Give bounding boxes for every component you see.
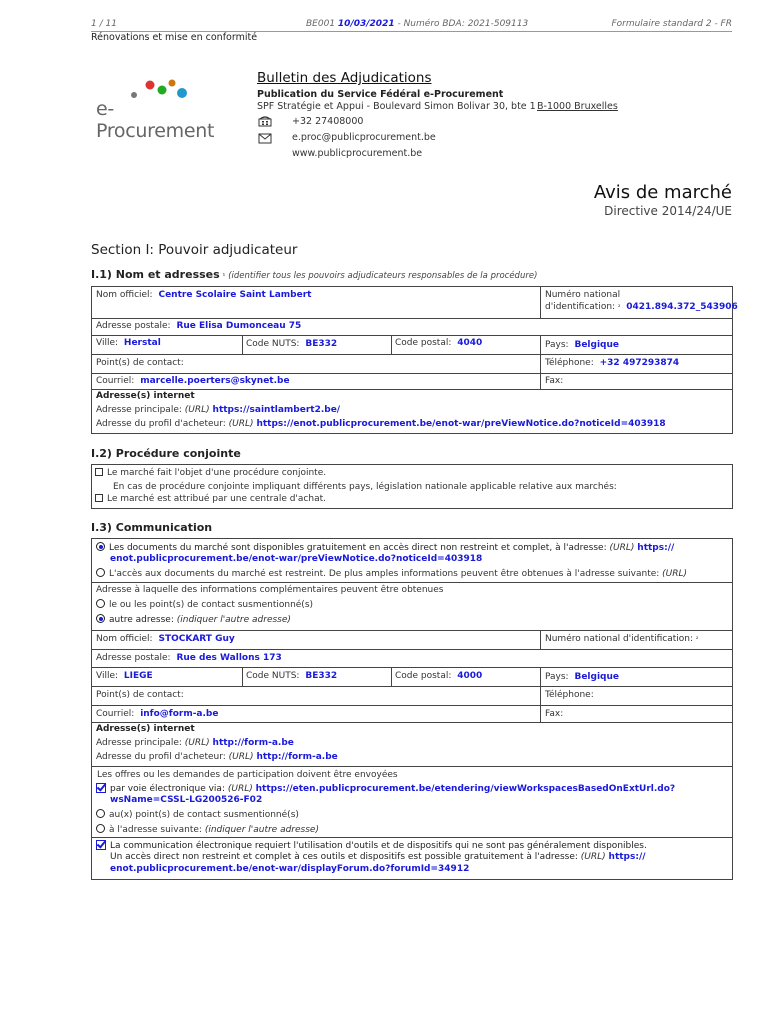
main-address-row (96, 405, 340, 415)
joint-procedure-label: Le marché fait l'objet d'une procédure conjointe. (107, 468, 327, 478)
row-divider (91, 686, 733, 687)
info-opt2-row (96, 614, 291, 625)
docs-free-url[interactable]: enot.publicprocurement.be/enot-war/preViewNotice.do?noticeId=403918 (110, 554, 483, 564)
url-label: (URL) (228, 419, 254, 429)
info-other-radio[interactable] (96, 614, 105, 623)
offers-address-label: à l'adresse suivante: (109, 825, 202, 835)
col-divider (540, 667, 541, 722)
ecomm-checkbox[interactable] (96, 840, 106, 850)
postal-address-label: Adresse postale: (96, 653, 171, 663)
postcode-value: 4000 (457, 671, 483, 681)
row-divider (91, 630, 733, 631)
national-id-row (545, 302, 738, 312)
notice-code: BE001 (306, 19, 336, 29)
row-divider (91, 722, 733, 723)
buyer-profile-link[interactable]: https://enot.publicprocurement.be/enot-war/preViewNotice.do?noticeId=403918 (256, 419, 666, 429)
nuts-label: Code NUTS: (246, 339, 300, 349)
contact-label: Point(s) de contact: (96, 358, 184, 368)
info-contact-label: le ou les point(s) de contact susmentionné(s) (109, 600, 314, 610)
publisher-address: SPF Stratégie et Appui - Boulevard Simon Bolivar 30, bte 1 (257, 101, 536, 112)
col-divider (540, 630, 541, 649)
postcode-label: Code postal: (395, 671, 452, 681)
offers-contact-label: au(x) point(s) de contact susmentionné(s) (109, 810, 299, 820)
info-opt1-row (96, 599, 313, 610)
postcode-label: Code postal: (395, 338, 452, 348)
ecomm-row (96, 840, 647, 851)
offers-address-row (96, 824, 319, 835)
joint-procedure-law-note: En cas de procédure conjointe impliquant différents pays, législation nationale applicable relative aux marchés: (113, 482, 617, 492)
footnote-marker: ² (617, 304, 621, 311)
subsection-title-i3: I.3) Communication (91, 521, 213, 534)
url-label: (URL) (662, 569, 688, 579)
ecomm-label: La communication électronique requiert l'utilisation d'outils et de dispositifs qui ne sont pas généralement disponibles. (110, 841, 647, 851)
publisher-website[interactable]: www.publicprocurement.be (292, 148, 423, 159)
ecomm-access-row (110, 852, 646, 862)
email-row-2 (96, 709, 218, 719)
buyer-profile-link[interactable]: http://form-a.be (256, 752, 338, 762)
e-procurement-logo (92, 78, 227, 142)
nuts-label: Code NUTS: (246, 671, 300, 681)
postcode-row (395, 338, 482, 348)
postal-address-row-2 (96, 653, 282, 663)
row-divider (91, 705, 733, 706)
phone-value: +32 497293874 (599, 358, 680, 368)
row-divider (91, 335, 733, 336)
fax-label: Fax: (545, 376, 564, 386)
col-divider (391, 335, 392, 354)
email-value[interactable]: marcelle.poerters@skynet.be (140, 376, 290, 386)
docs-restricted-radio[interactable] (96, 568, 105, 577)
subsection-note: (identifier tous les pouvoirs adjudicateurs responsables de la procédure) (228, 271, 538, 281)
official-name-row (96, 290, 311, 300)
national-id-value: 0421.894.372_543906 (626, 302, 738, 312)
row-divider (91, 667, 733, 668)
docs-restricted-row (96, 568, 687, 579)
country-row-2 (545, 672, 619, 682)
city-row (96, 338, 161, 348)
phone-label: Téléphone: (545, 358, 594, 368)
ecomm-url-start[interactable]: https:// (608, 852, 646, 862)
offers-address-note: (indiquer l'autre adresse) (204, 825, 319, 835)
docs-free-url-start[interactable]: https:// (637, 543, 675, 553)
email-label: Courriel: (96, 376, 135, 386)
notice-title: Avis de marché (593, 182, 732, 203)
fax-label-2: Fax: (545, 709, 564, 719)
row-divider (91, 837, 733, 838)
row-divider (91, 354, 733, 355)
footnote-marker: ² (695, 636, 699, 643)
offers-contact-row (96, 809, 299, 820)
buyer-profile-row-2 (96, 752, 338, 762)
bulletin-title: Bulletin des Adjudications (257, 70, 432, 86)
city-value: LIEGE (123, 671, 153, 681)
postcode-row-2 (395, 671, 482, 681)
national-id-row-2 (545, 634, 698, 644)
publisher-subtitle: Publication du Service Fédéral e-Procurement (257, 89, 504, 100)
notice-subtitle: Rénovations et mise en conformité (91, 32, 258, 43)
col-divider (242, 335, 243, 354)
info-address-label: Adresse à laquelle des informations complémentaires peuvent être obtenues (96, 585, 444, 595)
offers-electronic-checkbox[interactable] (96, 783, 106, 793)
section-title: Section I: Pouvoir adjudicateur (91, 242, 298, 258)
publisher-email[interactable]: e.proc@publicprocurement.be (292, 132, 436, 143)
postal-address-label: Adresse postale: (96, 321, 171, 331)
offers-electronic-row (96, 783, 675, 794)
notice-reference (306, 19, 528, 29)
info-contact-radio[interactable] (96, 599, 105, 608)
country-row (545, 340, 619, 350)
offers-electronic-url-start[interactable]: https://eten.publicprocurement.be/etendering/viewWorkspacesBasedOnExtUrl.do? (255, 784, 676, 794)
docs-free-radio[interactable] (96, 542, 105, 551)
offers-label: Les offres ou les demandes de participation doivent être envoyées (97, 770, 398, 780)
city-label: Ville: (96, 671, 119, 681)
official-name-label: Nom officiel: (96, 290, 153, 300)
official-name-value: STOCKART Guy (158, 634, 235, 644)
url-label: (URL) (580, 852, 606, 862)
main-address-link[interactable]: https://saintlambert2.be/ (212, 405, 341, 415)
central-purchasing-checkbox[interactable] (95, 494, 103, 502)
national-id-label-line1: Numéro national (545, 290, 621, 300)
url-label: (URL) (227, 784, 253, 794)
country-value: Belgique (574, 672, 619, 682)
row-divider (91, 373, 733, 374)
offers-electronic-url[interactable]: wsName=CSSL-LG200526-F02 (110, 795, 263, 805)
joint-procedure-checkbox[interactable] (95, 468, 103, 476)
phone-row (545, 358, 679, 368)
url-label: (URL) (184, 405, 210, 415)
city-row-2 (96, 671, 153, 681)
url-label: (URL) (228, 752, 254, 762)
main-address-label: Adresse principale: (96, 738, 182, 748)
internet-label-2: Adresse(s) internet (96, 724, 195, 734)
col-divider (540, 286, 541, 318)
subsection-heading-i1 (91, 268, 537, 281)
info-other-note: (indiquer l'autre adresse) (176, 615, 291, 625)
national-id-label: Numéro national d'identification: (545, 634, 694, 644)
ecomm-access-label: Un accès direct non restreint et complet à ces outils et dispositifs est possible gratuitement à l'adresse: (110, 852, 578, 862)
notice-directive: Directive 2014/24/UE (604, 204, 732, 218)
country-value: Belgique (574, 340, 619, 350)
buyer-profile-label: Adresse du profil d'acheteur: (96, 752, 226, 762)
nuts-value: BE332 (305, 671, 338, 681)
row-divider (91, 582, 733, 583)
row-divider (91, 389, 733, 390)
main-address-label: Adresse principale: (96, 405, 182, 415)
offers-contact-radio[interactable] (96, 809, 105, 818)
ecomm-url[interactable]: enot.publicprocurement.be/enot-war/displayForum.do?forumId=34912 (110, 864, 470, 874)
page-number: 1 / 11 (91, 19, 117, 29)
docs-free-label: Les documents du marché sont disponibles gratuitement en accès direct non restreint et complet, à l'adresse: (109, 543, 607, 553)
joint-procedure-row (95, 468, 326, 478)
city-value: Herstal (123, 338, 161, 348)
email-value[interactable]: info@form-a.be (140, 709, 219, 719)
postal-address-row (96, 321, 301, 331)
offers-electronic-label: par voie électronique via: (110, 784, 225, 794)
mail-icon (258, 133, 272, 144)
docs-restricted-label: L'accès aux documents du marché est restreint. De plus amples informations peuvent être obtenues à l'adresse suivante: (109, 569, 660, 579)
url-label: (URL) (609, 543, 635, 553)
official-name-value: Centre Scolaire Saint Lambert (158, 290, 312, 300)
offers-address-radio[interactable] (96, 824, 105, 833)
nuts-row (246, 339, 337, 349)
subsection-title-i2: I.2) Procédure conjointe (91, 447, 241, 460)
phone-icon (258, 115, 272, 127)
row-divider (91, 766, 733, 767)
docs-free-row (96, 542, 674, 553)
internet-label: Adresse(s) internet (96, 391, 195, 401)
logo-text: e-Procurement (96, 98, 215, 142)
nuts-value: BE332 (305, 339, 338, 349)
country-label: Pays: (545, 340, 569, 350)
docs-free-url-end (110, 554, 482, 564)
form-type: Formulaire standard 2 - FR (611, 19, 732, 29)
publisher-phone: +32 27408000 (292, 116, 364, 127)
phone-label-2: Téléphone: (545, 690, 594, 700)
col-divider (540, 335, 541, 389)
info-other-label: autre adresse: (109, 615, 174, 625)
central-purchasing-row (95, 494, 326, 504)
buyer-profile-row (96, 419, 666, 429)
buyer-profile-label: Adresse du profil d'acheteur: (96, 419, 226, 429)
url-label: (URL) (184, 738, 210, 748)
row-divider (91, 318, 733, 319)
col-divider (391, 667, 392, 686)
national-id-label-line2: d'identification: (545, 302, 616, 312)
notice-date: 10/03/2021 (337, 19, 395, 29)
publisher-city: B-1000 Bruxelles (537, 101, 618, 112)
central-purchasing-label: Le marché est attribué par une centrale d'achat. (107, 494, 326, 504)
official-name-label: Nom officiel: (96, 634, 153, 644)
country-label: Pays: (545, 672, 569, 682)
email-row (96, 376, 290, 386)
contact-label-2: Point(s) de contact: (96, 690, 184, 700)
postcode-value: 4040 (457, 338, 483, 348)
ecomm-url-end (110, 864, 469, 874)
postal-address-value: Rue des Wallons 173 (176, 653, 282, 663)
official-name-row-2 (96, 634, 235, 644)
subsection-title: I.1) Nom et adresses (91, 268, 220, 281)
bda-number: - Numéro BDA: 2021-509113 (397, 19, 529, 29)
city-label: Ville: (96, 338, 119, 348)
offers-electronic-url-end (110, 795, 262, 805)
postal-address-value: Rue Elisa Dumonceau 75 (176, 321, 302, 331)
email-label: Courriel: (96, 709, 135, 719)
main-address-row-2 (96, 738, 294, 748)
row-divider (91, 649, 733, 650)
main-address-link[interactable]: http://form-a.be (212, 738, 294, 748)
col-divider (242, 667, 243, 686)
nuts-row-2 (246, 671, 337, 681)
footnote-marker: ¹ (222, 272, 226, 280)
